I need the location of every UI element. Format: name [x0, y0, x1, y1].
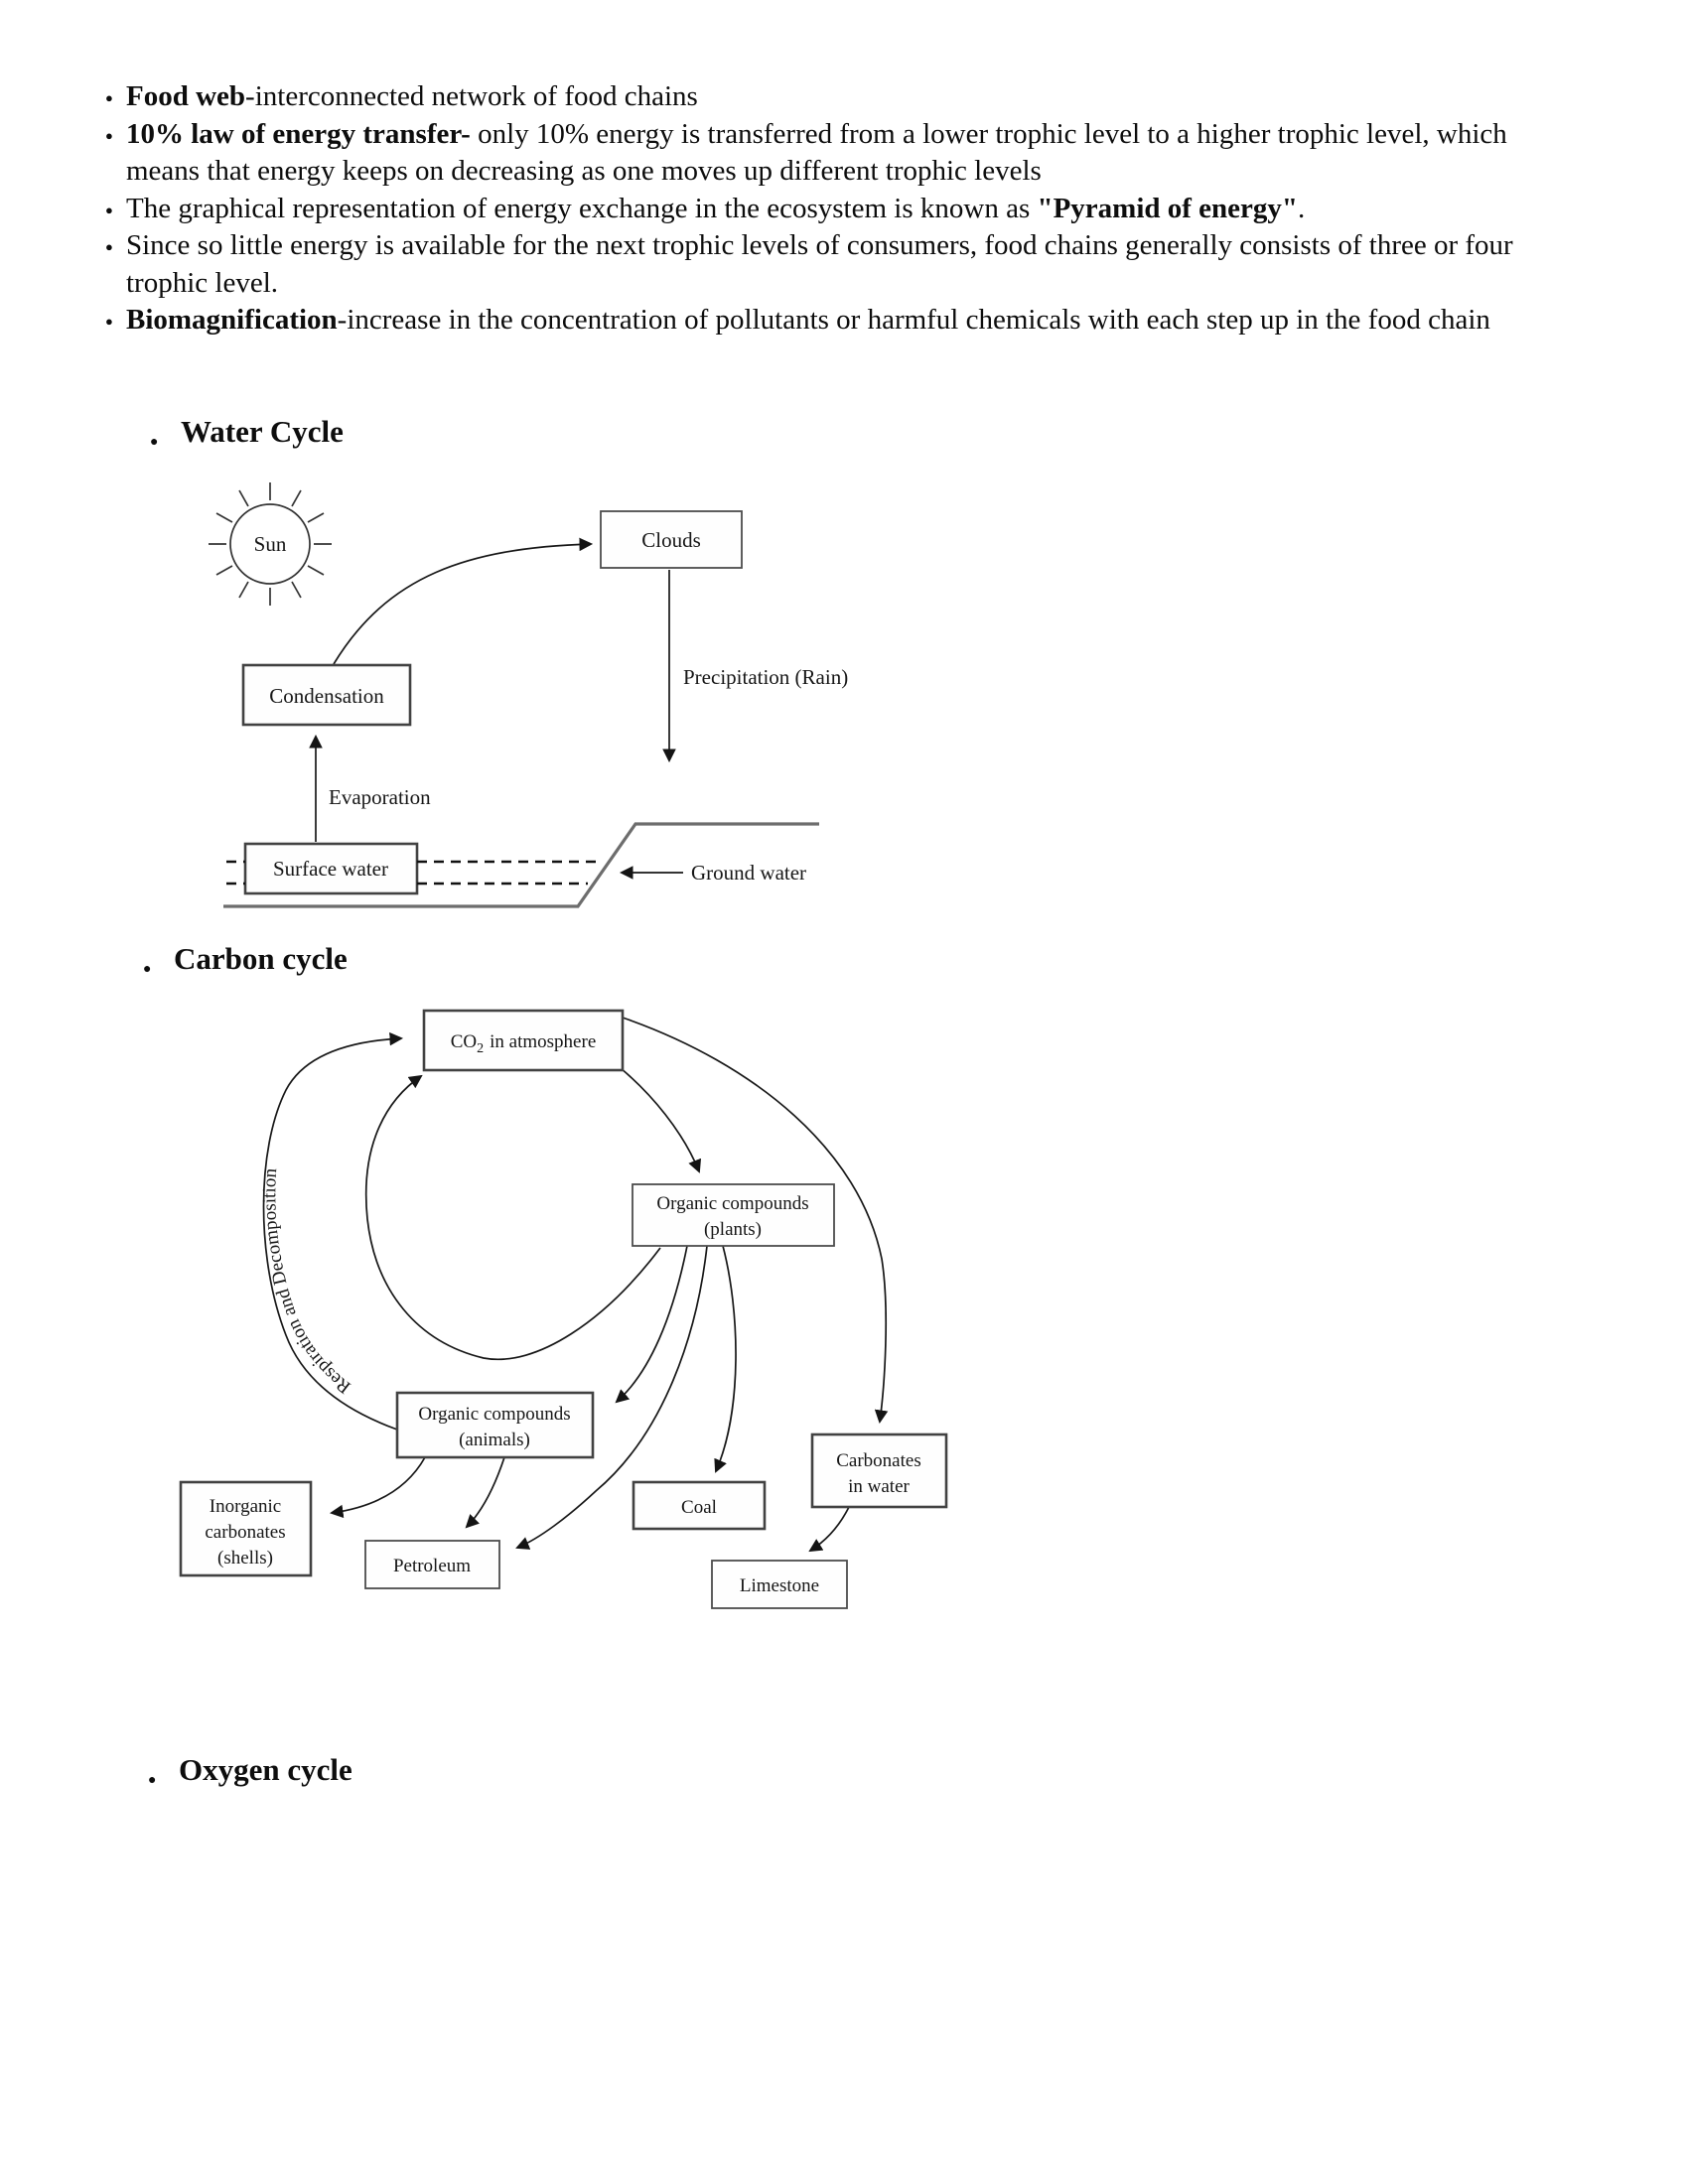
- co2-text: CO: [450, 1031, 478, 1052]
- heading-bullet-icon: ●: [143, 962, 152, 977]
- heading-bullet-icon: ●: [148, 1773, 157, 1788]
- bullet-text-bold: "Pyramid of energy": [1037, 192, 1299, 224]
- bullet-text-post: -interconnected network of food chains: [245, 80, 698, 112]
- heading-text: Oxygen cycle: [179, 1752, 352, 1787]
- condensation-to-clouds-arrow: [334, 544, 591, 664]
- bullet-text-pre: Since so little energy is available for the next trophic levels of consumers, food chains generally consists of three or four trophic level.: [126, 229, 1513, 299]
- sun-icon: [209, 482, 332, 606]
- animals-label-line1: Organic compounds: [418, 1404, 571, 1425]
- heading-text: Water Cycle: [181, 414, 344, 449]
- animals-label-line2: (animals): [459, 1430, 530, 1450]
- bullet-text-pre: The graphical representation of energy exchange in the ecosystem is known as: [126, 192, 1038, 224]
- shells-label-line2: carbonates: [205, 1522, 286, 1543]
- condensation-label: Condensation: [269, 684, 384, 708]
- heading-text: Carbon cycle: [174, 941, 348, 976]
- bullet-text-post: .: [1298, 192, 1306, 224]
- clouds-label: Clouds: [641, 528, 701, 552]
- ground-water-label: Ground water: [691, 861, 807, 885]
- respiration-decomposition-label: Respiration and Decomposition: [259, 1167, 355, 1398]
- limestone-label: Limestone: [739, 1575, 820, 1596]
- animals-to-petroleum-arrow: [467, 1457, 504, 1527]
- plants-to-co2-respiration-arrow: [366, 1076, 660, 1359]
- surface-water-label: Surface water: [272, 857, 389, 881]
- respiration-text: [259, 1167, 354, 1398]
- co2-subscript: 2: [477, 1041, 485, 1056]
- water-cycle-diagram: [209, 482, 848, 906]
- bullet-text-bold: 10% law of energy transfer-: [126, 117, 471, 150]
- carbon-cycle-diagram: [181, 1011, 946, 1608]
- co2-tail-text: in atmosphere: [490, 1031, 597, 1052]
- plants-label-line2: (plants): [703, 1219, 763, 1240]
- plants-to-coal-arrow: [716, 1246, 736, 1471]
- bullet-text-post: only 10% energy is transferred from a lower trophic level to a higher trophic level, which means that energy keeps on decreasing as one moves up different trophic levels: [126, 117, 1507, 187]
- heading-bullet-icon: ●: [150, 435, 159, 450]
- precipitation-label: Precipitation (Rain): [683, 665, 849, 689]
- bullet-text-bold: Biomagnification: [126, 304, 338, 336]
- evaporation-label: Evaporation: [329, 785, 431, 809]
- carbonates-to-limestone-arrow: [810, 1507, 849, 1551]
- coal-label: Coal: [681, 1497, 717, 1518]
- petroleum-label: Petroleum: [392, 1556, 472, 1576]
- plants-to-animals-arrow: [617, 1246, 687, 1402]
- shells-label-line3: (shells): [217, 1548, 273, 1569]
- carbonates-label-line2: in water: [848, 1476, 910, 1497]
- bullet-text-bold: Food web: [126, 80, 246, 112]
- co2-to-plants-arrow: [621, 1068, 699, 1171]
- plants-label-line1: Organic compounds: [656, 1193, 809, 1214]
- carbonates-label-line1: Carbonates: [836, 1450, 921, 1471]
- sun-label: Sun: [253, 532, 287, 556]
- animals-to-shells-arrow: [332, 1457, 425, 1513]
- bullet-text-post: -increase in the concentration of pollutants or harmful chemicals with each step up in the food chain: [337, 304, 1490, 336]
- shells-label-line1: Inorganic: [209, 1496, 282, 1517]
